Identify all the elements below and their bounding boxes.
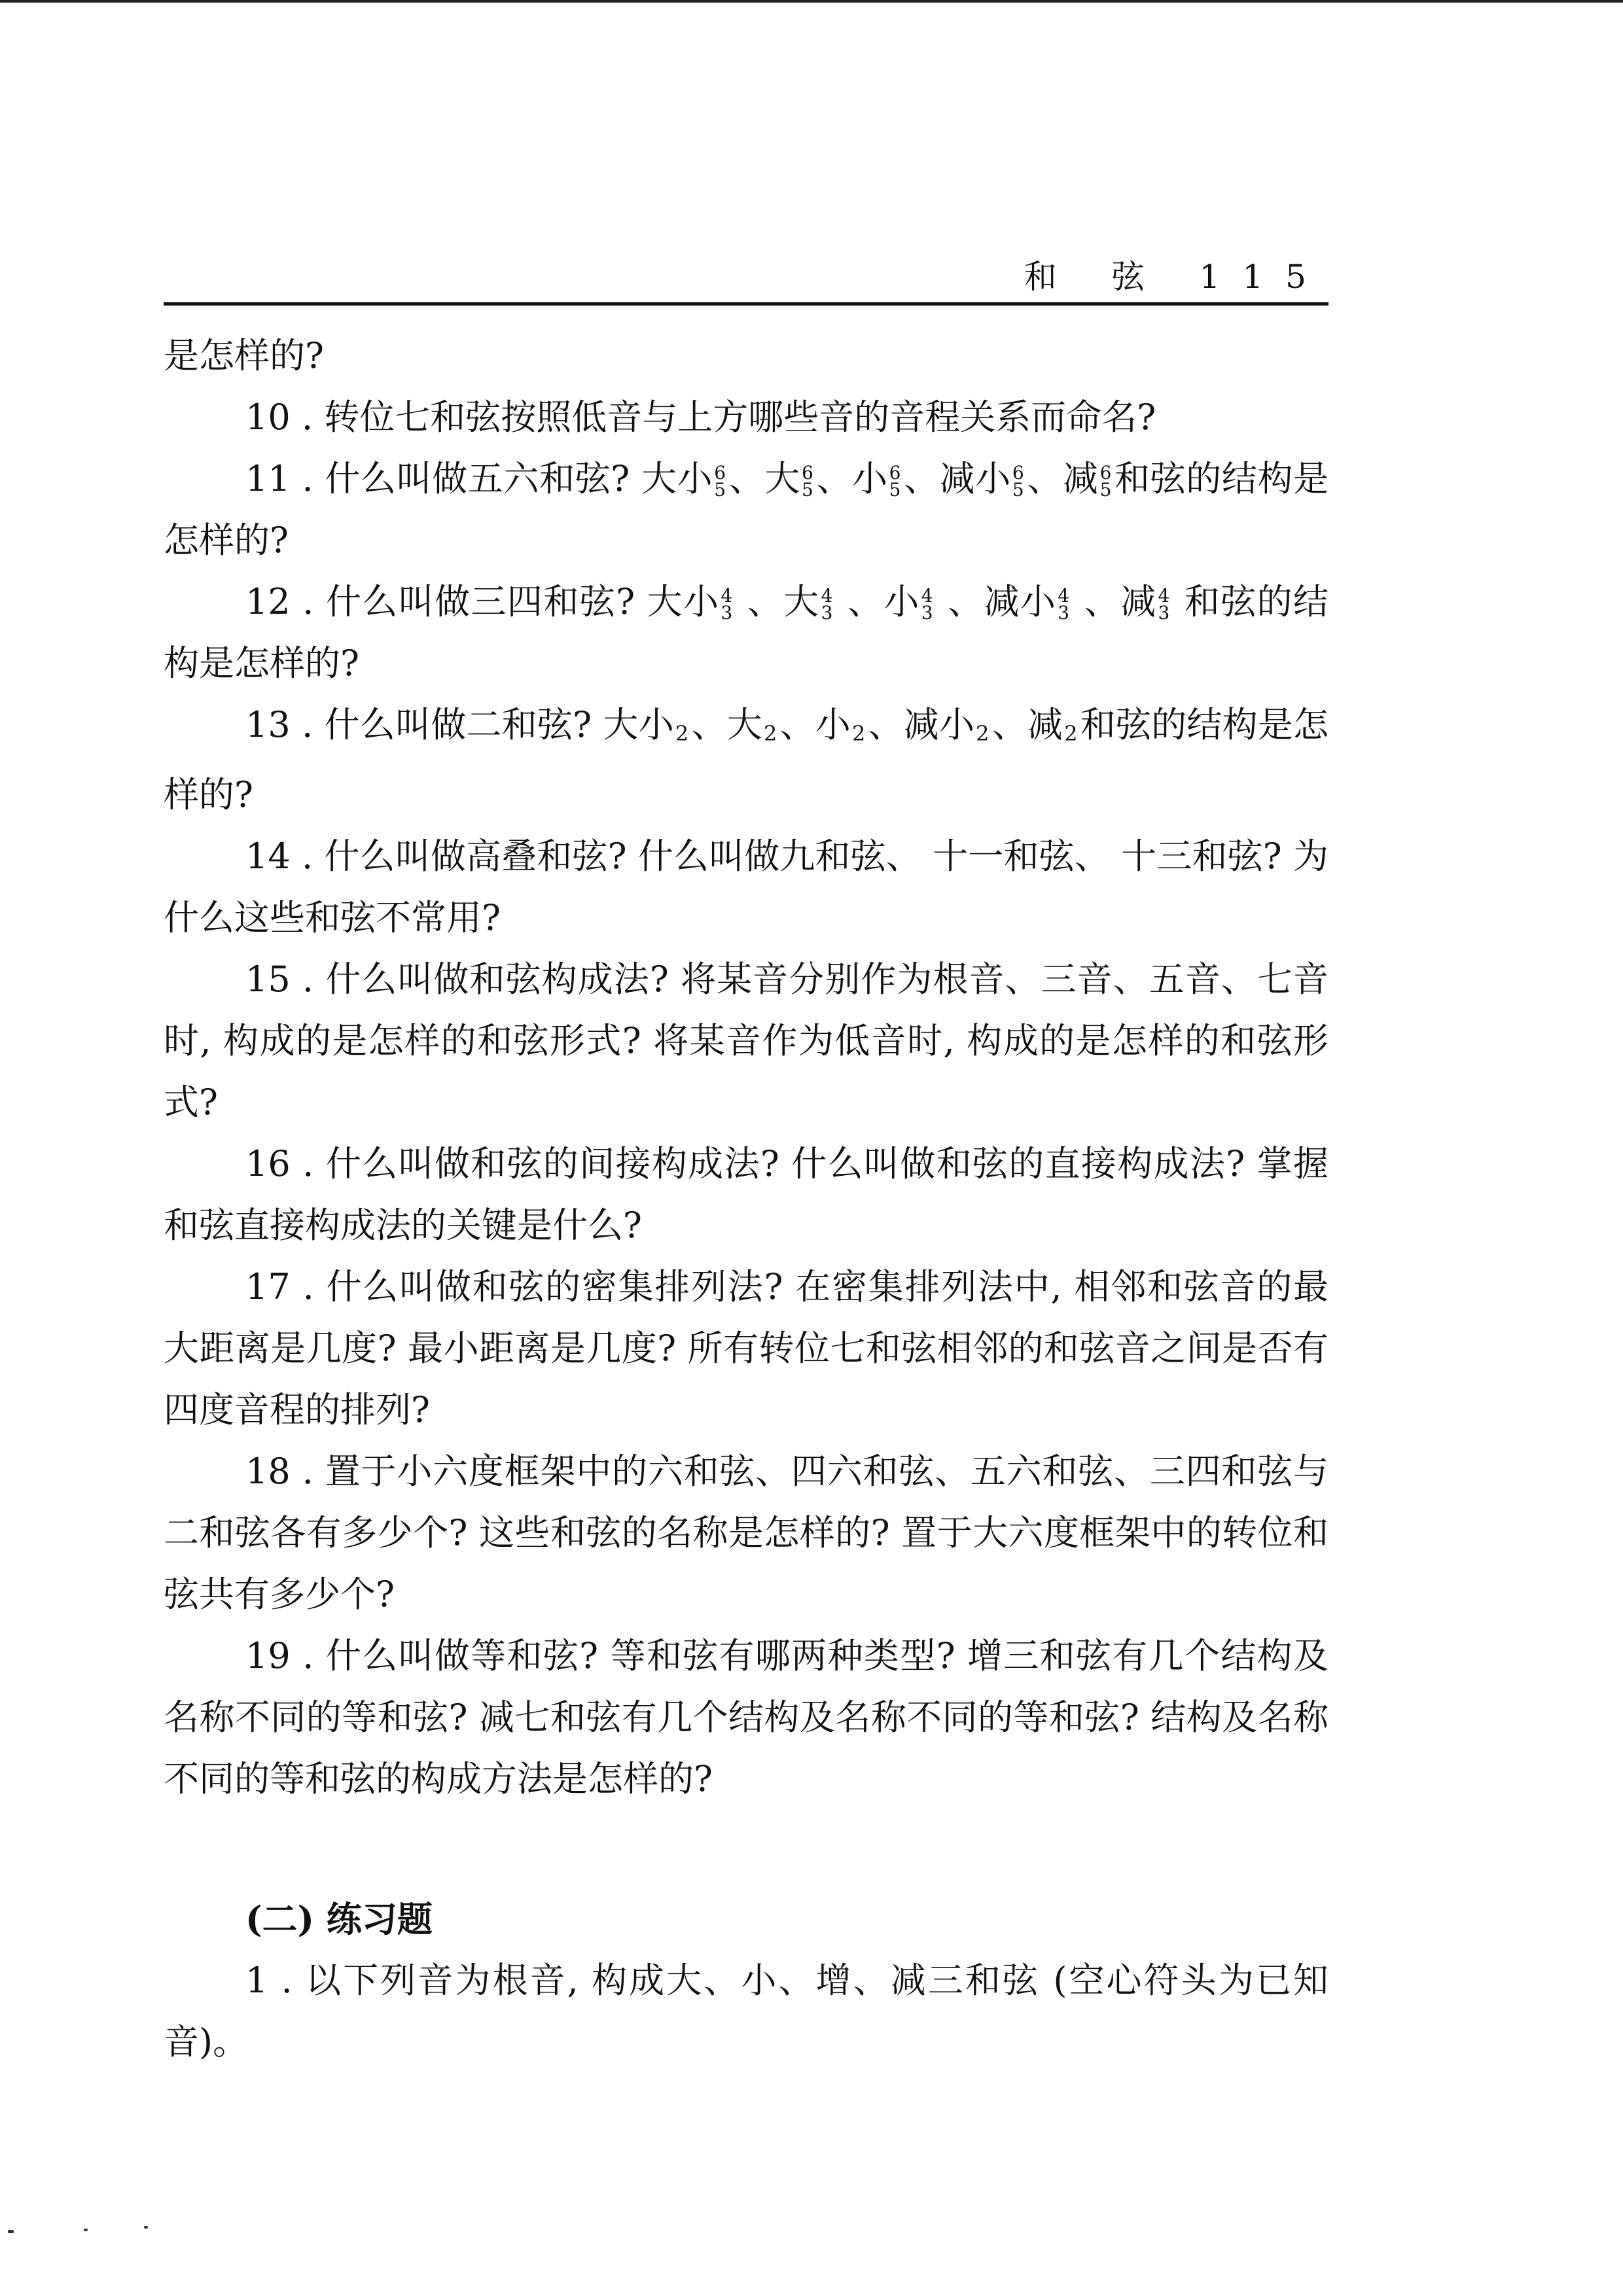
chord-type: 、小 (779, 704, 851, 745)
chord-type: 、减 (1026, 458, 1099, 499)
chord-type: 、大 (691, 704, 762, 745)
scan-speck (84, 2229, 88, 2231)
chord-type: 、减小 (935, 581, 1057, 622)
question-13-tail: 和弦的结构是怎样的? (164, 704, 1329, 815)
figured-bass-43: 4 3 (1058, 585, 1070, 624)
running-header (164, 245, 1329, 306)
question-12-lead: 12 . 什么叫做三四和弦? (245, 581, 647, 622)
chord-type: 、减 (991, 704, 1063, 745)
chord-type: 、小 (835, 581, 920, 622)
figured-bass-43: 4 3 (921, 585, 933, 624)
question-12-tail: 和弦的结构是怎样的? (164, 581, 1329, 684)
question-13 (164, 694, 1329, 826)
question-18: 18 . 置于小六度框架中的六和弦、四六和弦、五六和弦、三四和弦与二和弦各有多少个? 这些和弦的名称是怎样的? 置于大六度框架中的转位和弦共有多少个? (164, 1451, 1329, 1615)
figured-bass-43: 4 3 (821, 585, 833, 624)
question-10: 10 . 转位七和弦按照低音与上方哪些音的音程关系而命名? (245, 397, 1156, 438)
question-11 (164, 448, 1329, 571)
figured-bass-65: 6 5 (889, 462, 901, 501)
figured-bass-65: 6 5 (801, 462, 813, 501)
figured-bass-2: 2 (851, 721, 866, 746)
figured-bass-2: 2 (976, 721, 990, 746)
figured-bass-2: 2 (763, 721, 777, 746)
figured-bass-65: 6 5 (1012, 462, 1024, 501)
chord-type: 、减小 (868, 704, 975, 745)
page-top-edge (0, 0, 1623, 3)
question-19: 19 . 什么叫做等和弦? 等和弦有哪两种类型? 增三和弦有几个结构及名称不同的等和弦? 减七和弦有几个结构及名称不同的等和弦? 结构及名称不同的等和弦的构成方法是怎样的? (164, 1635, 1329, 1799)
figured-bass-2: 2 (1064, 721, 1078, 746)
question-9-continuation: 是怎样的? (164, 335, 324, 376)
exercises-heading: (二) 练习题 (245, 1898, 433, 1940)
question-16: 16 . 什么叫做和弦的间接构成法? 什么叫做和弦的直接构成法? 掌握和弦直接构成法的关键是什么? (164, 1143, 1329, 1246)
chord-type: 、减小 (903, 458, 1011, 499)
question-14: 14 . 什么叫做高叠和弦? 什么叫做九和弦、 十一和弦、 十三和弦? 为什么这些和弦不常用? (164, 836, 1329, 938)
exercise-1: 1 . 以下列音为根音, 构成大、小、增、减三和弦 (空心符头为已知音)。 (164, 1960, 1329, 2062)
question-11-tail: 和弦的结构是怎样的? (164, 458, 1329, 561)
chord-type: 、减 (1072, 581, 1157, 622)
figured-bass-43: 4 3 (721, 585, 733, 624)
question-12 (164, 571, 1329, 694)
chord-type: 、大 (735, 581, 820, 622)
header-title: 和 弦 115 (1024, 258, 1329, 296)
chord-type: 、小 (815, 458, 888, 499)
question-15: 15 . 什么叫做和弦构成法? 将某音分别作为根音、三音、五音、七音时, 构成的是怎样的和弦形式? 将某音作为低音时, 构成的是怎样的和弦形式? (164, 959, 1329, 1123)
figured-bass-43: 4 3 (1158, 585, 1170, 624)
chord-type: 大小 (603, 704, 674, 745)
question-11-lead: 11 . 什么叫做五六和弦? (245, 458, 642, 499)
question-13-lead: 13 . 什么叫做二和弦? (245, 704, 603, 745)
question-17: 17 . 什么叫做和弦的密集排列法? 在密集排列法中, 相邻和弦音的最大距离是几度? 最小距离是几度? 所有转位七和弦相邻的和弦音之间是否有四度音程的排列? (164, 1266, 1329, 1430)
scan-speck (8, 2230, 14, 2233)
figured-bass-2: 2 (675, 721, 689, 746)
header-rule (164, 302, 1329, 306)
page-body (164, 325, 1329, 2073)
chord-type: 大小 (647, 581, 720, 622)
figured-bass-65: 6 5 (1099, 462, 1112, 501)
chord-type: 大小 (641, 458, 713, 499)
scan-speck (144, 2226, 148, 2229)
figured-bass-65: 6 5 (714, 462, 726, 501)
chord-type: 、大 (728, 458, 800, 499)
